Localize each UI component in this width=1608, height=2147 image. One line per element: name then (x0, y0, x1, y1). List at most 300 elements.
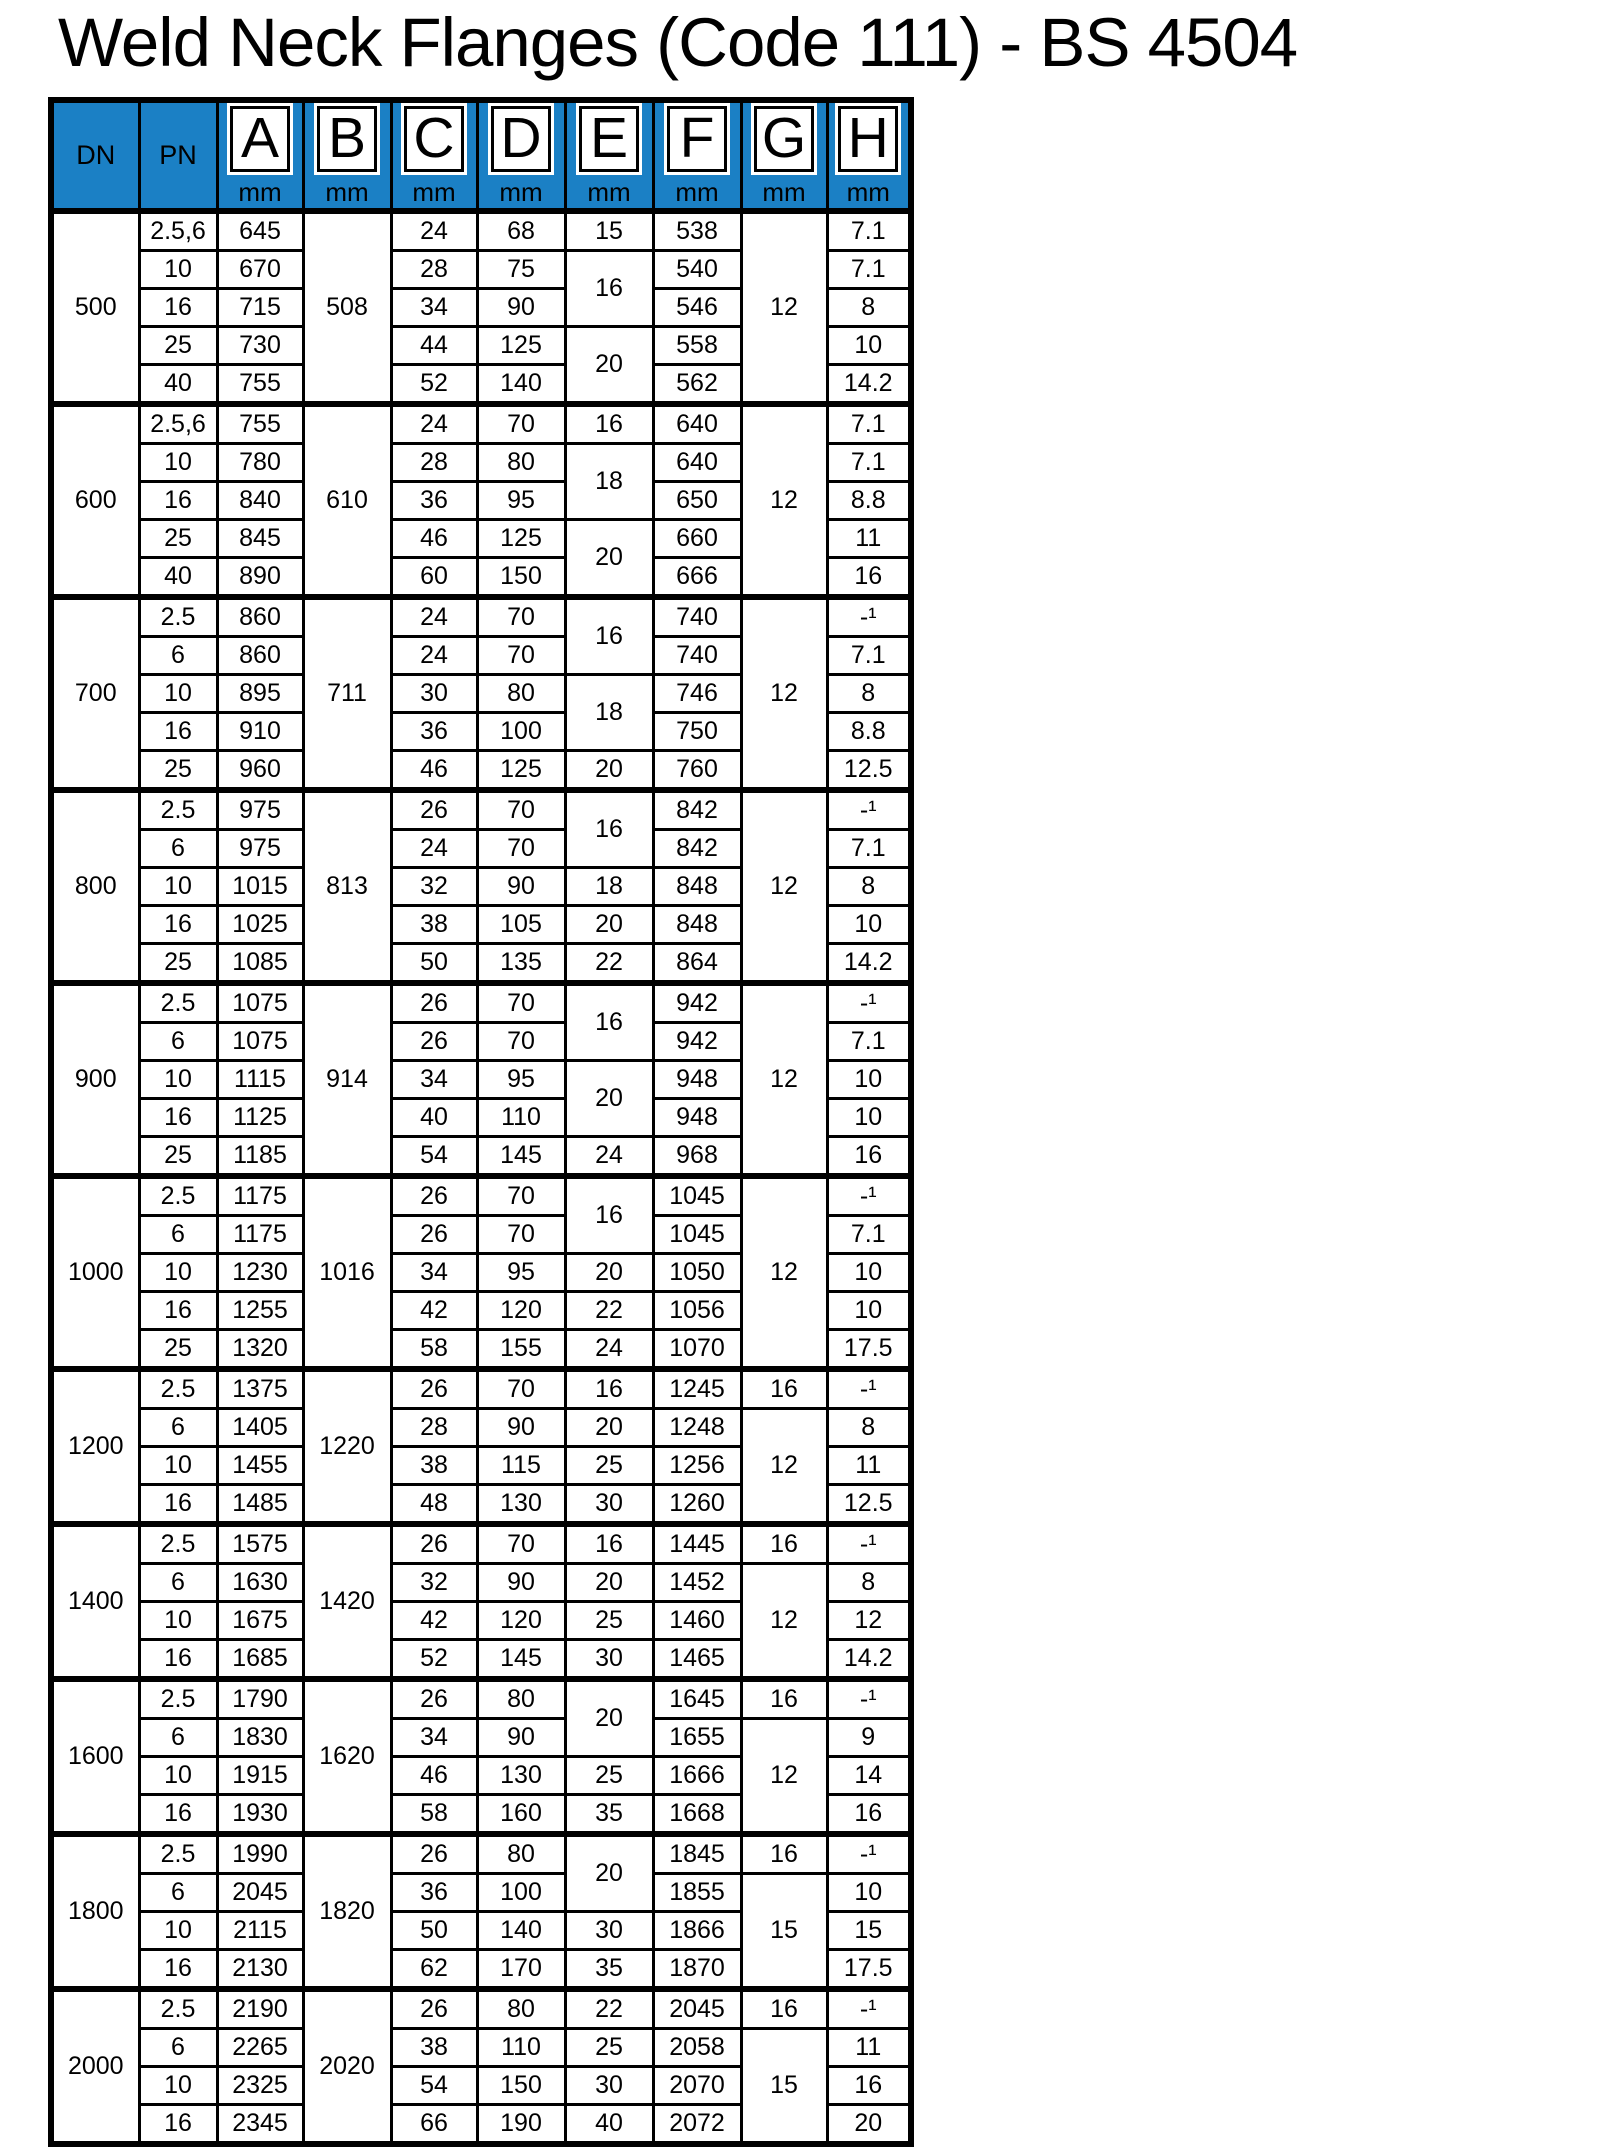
cell-pn: 2.5 (139, 1524, 217, 1564)
cell-h: 9 (827, 1718, 911, 1756)
cell-h: 10 (827, 326, 911, 364)
cell-f: 760 (653, 750, 741, 790)
column-header-dn: DN (51, 100, 139, 211)
cell-a: 1930 (217, 1794, 303, 1834)
cell-d: 80 (477, 1834, 565, 1874)
cell-a: 1025 (217, 905, 303, 943)
cell-h: 10 (827, 1098, 911, 1136)
cell-g: 16 (741, 1679, 827, 1719)
cell-d: 95 (477, 1060, 565, 1098)
cell-c: 24 (391, 636, 477, 674)
cell-f: 942 (653, 983, 741, 1023)
cell-e: 20 (565, 750, 653, 790)
cell-b: 1820 (303, 1834, 391, 1989)
cell-a: 895 (217, 674, 303, 712)
cell-g: 15 (741, 2028, 827, 2144)
cell-h: 10 (827, 905, 911, 943)
cell-h: -¹ (827, 1176, 911, 1216)
cell-e: 25 (565, 1446, 653, 1484)
cell-c: 38 (391, 2028, 477, 2066)
cell-d: 80 (477, 674, 565, 712)
flange-dimensions-table (48, 97, 914, 2147)
cell-c: 40 (391, 1098, 477, 1136)
cell-g: 16 (741, 1989, 827, 2029)
cell-f: 2072 (653, 2104, 741, 2144)
cell-c: 32 (391, 1563, 477, 1601)
cell-a: 2265 (217, 2028, 303, 2066)
cell-a: 1075 (217, 983, 303, 1023)
cell-h: 8 (827, 1408, 911, 1446)
page-title: Weld Neck Flanges (Code 111) - BS 4504 (58, 4, 1298, 81)
unit-label-g: mm (741, 177, 827, 211)
cell-dn: 700 (51, 597, 139, 790)
cell-d: 190 (477, 2104, 565, 2144)
cell-c: 38 (391, 905, 477, 943)
cell-c: 60 (391, 557, 477, 597)
cell-pn: 16 (139, 481, 217, 519)
cell-g: 12 (741, 1408, 827, 1524)
cell-h: 8 (827, 288, 911, 326)
cell-e: 24 (565, 1136, 653, 1176)
cell-g: 15 (741, 1873, 827, 1989)
cell-d: 90 (477, 1718, 565, 1756)
cell-c: 34 (391, 1718, 477, 1756)
cell-h: 14.2 (827, 364, 911, 404)
cell-h: 10 (827, 1873, 911, 1911)
cell-a: 670 (217, 250, 303, 288)
cell-c: 58 (391, 1794, 477, 1834)
cell-e: 22 (565, 1291, 653, 1329)
cell-a: 755 (217, 404, 303, 444)
cell-pn: 2.5 (139, 1989, 217, 2029)
cell-f: 1855 (653, 1873, 741, 1911)
cell-d: 80 (477, 443, 565, 481)
cell-d: 70 (477, 1215, 565, 1253)
cell-d: 120 (477, 1291, 565, 1329)
cell-d: 100 (477, 1873, 565, 1911)
cell-d: 130 (477, 1484, 565, 1524)
table-row-dn1800-pn6 (51, 1873, 911, 1911)
cell-g: 12 (741, 1718, 827, 1834)
cell-f: 740 (653, 636, 741, 674)
cell-a: 960 (217, 750, 303, 790)
cell-h: 7.1 (827, 250, 911, 288)
cell-c: 58 (391, 1329, 477, 1369)
cell-pn: 16 (139, 1949, 217, 1989)
cell-h: -¹ (827, 1989, 911, 2029)
cell-d: 70 (477, 790, 565, 830)
cell-pn: 10 (139, 250, 217, 288)
cell-e: 40 (565, 2104, 653, 2144)
cell-c: 32 (391, 867, 477, 905)
cell-pn: 10 (139, 674, 217, 712)
table-row-dn700-pn2.5 (51, 597, 911, 637)
cell-h: 12 (827, 1601, 911, 1639)
cell-g: 12 (741, 404, 827, 597)
cell-c: 44 (391, 326, 477, 364)
cell-e: 20 (565, 1408, 653, 1446)
cell-c: 26 (391, 1369, 477, 1409)
cell-h: 8 (827, 1563, 911, 1601)
cell-h: 11 (827, 519, 911, 557)
cell-e: 18 (565, 867, 653, 905)
cell-e: 20 (565, 1253, 653, 1291)
cell-d: 95 (477, 481, 565, 519)
cell-a: 975 (217, 829, 303, 867)
cell-a: 1990 (217, 1834, 303, 1874)
cell-d: 160 (477, 1794, 565, 1834)
cell-d: 80 (477, 1679, 565, 1719)
cell-d: 150 (477, 2066, 565, 2104)
cell-c: 26 (391, 1176, 477, 1216)
cell-d: 145 (477, 1136, 565, 1176)
cell-a: 1405 (217, 1408, 303, 1446)
cell-c: 50 (391, 943, 477, 983)
cell-pn: 6 (139, 636, 217, 674)
cell-f: 562 (653, 364, 741, 404)
cell-g: 12 (741, 1176, 827, 1369)
cell-c: 36 (391, 712, 477, 750)
cell-d: 105 (477, 905, 565, 943)
cell-e: 24 (565, 1329, 653, 1369)
cell-d: 90 (477, 1563, 565, 1601)
column-header-b (303, 100, 391, 177)
cell-f: 848 (653, 905, 741, 943)
column-header-f (653, 100, 741, 177)
cell-a: 2190 (217, 1989, 303, 2029)
table-row-dn900-pn2.5 (51, 983, 911, 1023)
table-row-dn500-pn2.5,6 (51, 211, 911, 251)
table-row-dn1600-pn6 (51, 1718, 911, 1756)
cell-h: 7.1 (827, 211, 911, 251)
cell-d: 110 (477, 2028, 565, 2066)
cell-g: 16 (741, 1834, 827, 1874)
table-row-dn1400-pn2.5 (51, 1524, 911, 1564)
cell-pn: 2.5 (139, 1369, 217, 1409)
cell-a: 890 (217, 557, 303, 597)
cell-a: 1185 (217, 1136, 303, 1176)
letter-box-c: C (404, 106, 464, 172)
cell-a: 860 (217, 597, 303, 637)
cell-e: 20 (565, 1060, 653, 1136)
cell-e: 25 (565, 1756, 653, 1794)
cell-f: 1465 (653, 1639, 741, 1679)
cell-f: 1460 (653, 1601, 741, 1639)
cell-pn: 25 (139, 750, 217, 790)
unit-label-f: mm (653, 177, 741, 211)
cell-pn: 6 (139, 1022, 217, 1060)
cell-g: 12 (741, 983, 827, 1176)
column-header-g (741, 100, 827, 177)
cell-a: 2345 (217, 2104, 303, 2144)
cell-d: 90 (477, 1408, 565, 1446)
cell-a: 755 (217, 364, 303, 404)
cell-h: 8 (827, 867, 911, 905)
cell-f: 1045 (653, 1176, 741, 1216)
cell-h: 16 (827, 2066, 911, 2104)
letter-box-g: G (754, 106, 814, 172)
cell-f: 842 (653, 790, 741, 830)
table-row-dn600-pn2.5,6 (51, 404, 911, 444)
cell-c: 26 (391, 983, 477, 1023)
cell-b: 610 (303, 404, 391, 597)
cell-c: 26 (391, 1834, 477, 1874)
cell-h: 16 (827, 557, 911, 597)
cell-e: 16 (565, 790, 653, 868)
column-header-a (217, 100, 303, 177)
cell-a: 1830 (217, 1718, 303, 1756)
cell-b: 1016 (303, 1176, 391, 1369)
cell-f: 750 (653, 712, 741, 750)
cell-pn: 6 (139, 1873, 217, 1911)
cell-pn: 6 (139, 2028, 217, 2066)
cell-c: 24 (391, 829, 477, 867)
cell-f: 1668 (653, 1794, 741, 1834)
cell-h: 7.1 (827, 404, 911, 444)
cell-pn: 6 (139, 1215, 217, 1253)
cell-c: 24 (391, 404, 477, 444)
letter-box-f: F (667, 106, 727, 172)
cell-e: 22 (565, 943, 653, 983)
cell-f: 538 (653, 211, 741, 251)
cell-f: 864 (653, 943, 741, 983)
cell-c: 28 (391, 1408, 477, 1446)
cell-f: 2045 (653, 1989, 741, 2029)
cell-pn: 10 (139, 2066, 217, 2104)
cell-c: 46 (391, 519, 477, 557)
cell-a: 1630 (217, 1563, 303, 1601)
cell-g: 12 (741, 597, 827, 790)
cell-c: 54 (391, 1136, 477, 1176)
cell-e: 20 (565, 1563, 653, 1601)
cell-dn: 1600 (51, 1679, 139, 1834)
cell-e: 35 (565, 1794, 653, 1834)
cell-c: 26 (391, 1679, 477, 1719)
cell-e: 30 (565, 1484, 653, 1524)
cell-pn: 10 (139, 443, 217, 481)
letter-box-h: H (838, 106, 898, 172)
cell-f: 1248 (653, 1408, 741, 1446)
cell-d: 120 (477, 1601, 565, 1639)
cell-e: 16 (565, 1176, 653, 1254)
cell-f: 746 (653, 674, 741, 712)
cell-pn: 10 (139, 1756, 217, 1794)
table-row-dn2000-pn6 (51, 2028, 911, 2066)
cell-d: 90 (477, 288, 565, 326)
cell-c: 26 (391, 1524, 477, 1564)
table-header (51, 100, 911, 211)
cell-c: 62 (391, 1949, 477, 1989)
cell-f: 848 (653, 867, 741, 905)
cell-dn: 1200 (51, 1369, 139, 1524)
cell-b: 1420 (303, 1524, 391, 1679)
cell-pn: 6 (139, 1408, 217, 1446)
header-row-letters (51, 100, 911, 177)
cell-d: 150 (477, 557, 565, 597)
cell-d: 140 (477, 364, 565, 404)
cell-a: 860 (217, 636, 303, 674)
cell-a: 780 (217, 443, 303, 481)
cell-c: 36 (391, 1873, 477, 1911)
cell-h: 8 (827, 674, 911, 712)
cell-a: 1175 (217, 1176, 303, 1216)
cell-a: 975 (217, 790, 303, 830)
cell-f: 1056 (653, 1291, 741, 1329)
cell-pn: 16 (139, 712, 217, 750)
cell-e: 15 (565, 211, 653, 251)
cell-pn: 16 (139, 1484, 217, 1524)
cell-a: 1125 (217, 1098, 303, 1136)
table-row-dn2000-pn2.5 (51, 1989, 911, 2029)
cell-d: 125 (477, 519, 565, 557)
cell-h: 20 (827, 2104, 911, 2144)
cell-d: 70 (477, 636, 565, 674)
cell-d: 70 (477, 597, 565, 637)
cell-pn: 10 (139, 1253, 217, 1291)
cell-d: 170 (477, 1949, 565, 1989)
cell-dn: 1800 (51, 1834, 139, 1989)
table-body (51, 211, 911, 2144)
cell-d: 95 (477, 1253, 565, 1291)
cell-h: 8.8 (827, 712, 911, 750)
cell-h: -¹ (827, 790, 911, 830)
cell-a: 2115 (217, 1911, 303, 1949)
cell-a: 1575 (217, 1524, 303, 1564)
cell-pn: 2.5 (139, 1834, 217, 1874)
cell-e: 20 (565, 905, 653, 943)
cell-h: 17.5 (827, 1329, 911, 1369)
cell-h: 17.5 (827, 1949, 911, 1989)
table-row-dn1600-pn2.5 (51, 1679, 911, 1719)
cell-pn: 16 (139, 905, 217, 943)
cell-pn: 6 (139, 1563, 217, 1601)
cell-f: 1666 (653, 1756, 741, 1794)
cell-a: 645 (217, 211, 303, 251)
cell-c: 30 (391, 674, 477, 712)
cell-h: -¹ (827, 597, 911, 637)
cell-e: 22 (565, 1989, 653, 2029)
cell-a: 1485 (217, 1484, 303, 1524)
cell-f: 968 (653, 1136, 741, 1176)
cell-e: 16 (565, 597, 653, 675)
cell-a: 1675 (217, 1601, 303, 1639)
cell-pn: 10 (139, 1911, 217, 1949)
cell-dn: 2000 (51, 1989, 139, 2144)
cell-f: 666 (653, 557, 741, 597)
cell-pn: 25 (139, 326, 217, 364)
cell-a: 910 (217, 712, 303, 750)
cell-dn: 1400 (51, 1524, 139, 1679)
cell-pn: 25 (139, 1136, 217, 1176)
cell-d: 145 (477, 1639, 565, 1679)
cell-h: 7.1 (827, 829, 911, 867)
cell-c: 46 (391, 750, 477, 790)
cell-c: 28 (391, 443, 477, 481)
cell-h: 11 (827, 2028, 911, 2066)
cell-a: 1175 (217, 1215, 303, 1253)
cell-pn: 2.5,6 (139, 211, 217, 251)
cell-h: 7.1 (827, 443, 911, 481)
cell-d: 70 (477, 1022, 565, 1060)
cell-a: 1075 (217, 1022, 303, 1060)
table-row-dn1800-pn2.5 (51, 1834, 911, 1874)
cell-c: 26 (391, 1215, 477, 1253)
cell-pn: 10 (139, 1601, 217, 1639)
cell-f: 948 (653, 1098, 741, 1136)
cell-f: 1245 (653, 1369, 741, 1409)
cell-dn: 600 (51, 404, 139, 597)
cell-g: 12 (741, 211, 827, 404)
cell-f: 740 (653, 597, 741, 637)
cell-a: 1085 (217, 943, 303, 983)
cell-a: 1115 (217, 1060, 303, 1098)
cell-h: 16 (827, 1794, 911, 1834)
cell-pn: 2.5 (139, 597, 217, 637)
table-row-dn1400-pn6 (51, 1563, 911, 1601)
cell-dn: 500 (51, 211, 139, 404)
cell-b: 914 (303, 983, 391, 1176)
cell-f: 1645 (653, 1679, 741, 1719)
cell-g: 16 (741, 1524, 827, 1564)
cell-c: 36 (391, 481, 477, 519)
cell-c: 52 (391, 364, 477, 404)
cell-e: 16 (565, 404, 653, 444)
column-header-e (565, 100, 653, 177)
cell-e: 20 (565, 519, 653, 597)
cell-h: -¹ (827, 1524, 911, 1564)
letter-box-d: D (491, 106, 551, 172)
cell-f: 1070 (653, 1329, 741, 1369)
cell-e: 18 (565, 674, 653, 750)
letter-box-a: A (230, 106, 290, 172)
cell-b: 1620 (303, 1679, 391, 1834)
cell-pn: 2.5 (139, 1176, 217, 1216)
cell-e: 25 (565, 1601, 653, 1639)
cell-g: 16 (741, 1369, 827, 1409)
cell-c: 38 (391, 1446, 477, 1484)
cell-h: 14 (827, 1756, 911, 1794)
cell-g: 12 (741, 790, 827, 983)
page (0, 4, 1608, 2137)
cell-a: 730 (217, 326, 303, 364)
column-header-c (391, 100, 477, 177)
cell-h: 7.1 (827, 1215, 911, 1253)
cell-e: 16 (565, 1369, 653, 1409)
table-row-dn1200-pn6 (51, 1408, 911, 1446)
cell-dn: 900 (51, 983, 139, 1176)
cell-e: 25 (565, 2028, 653, 2066)
cell-pn: 16 (139, 288, 217, 326)
cell-dn: 800 (51, 790, 139, 983)
cell-d: 80 (477, 1989, 565, 2029)
cell-h: -¹ (827, 1679, 911, 1719)
cell-c: 34 (391, 288, 477, 326)
cell-h: 8.8 (827, 481, 911, 519)
cell-f: 1050 (653, 1253, 741, 1291)
cell-c: 34 (391, 1060, 477, 1098)
cell-e: 16 (565, 250, 653, 326)
unit-label-a: mm (217, 177, 303, 211)
cell-a: 2130 (217, 1949, 303, 1989)
cell-h: -¹ (827, 1369, 911, 1409)
letter-box-b: B (317, 106, 377, 172)
cell-d: 70 (477, 829, 565, 867)
cell-e: 35 (565, 1949, 653, 1989)
cell-pn: 6 (139, 829, 217, 867)
cell-d: 155 (477, 1329, 565, 1369)
cell-f: 2058 (653, 2028, 741, 2066)
cell-f: 640 (653, 404, 741, 444)
